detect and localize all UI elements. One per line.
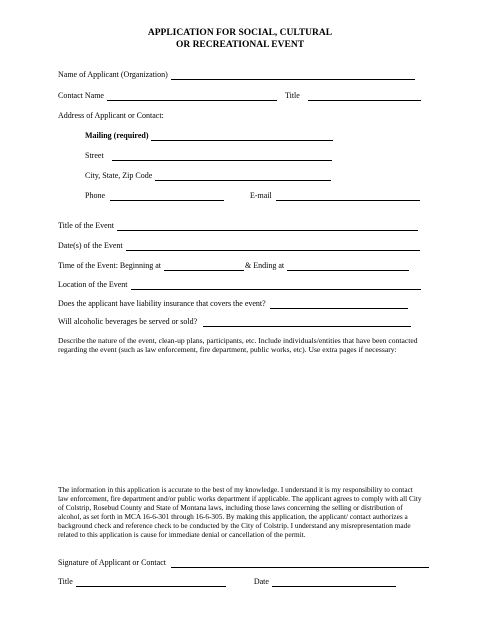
phone-label: Phone: [85, 191, 105, 200]
city-row: [85, 171, 331, 181]
applicant-name-label: Name of Applicant (Organization): [58, 70, 168, 79]
alcohol-label: Will alcoholic beverages be served or sold?: [58, 317, 198, 326]
event-location-row: [58, 280, 421, 290]
event-location-label: Location of the Event: [58, 280, 128, 289]
contact-title-label: Title: [284, 91, 300, 100]
contact-name-label: Contact Name: [58, 91, 104, 100]
applicant-name-row: [58, 70, 415, 80]
sign-title-field[interactable]: [76, 577, 226, 587]
email-label: E-mail: [250, 191, 272, 200]
sign-date-field[interactable]: [272, 577, 396, 587]
event-location-field[interactable]: [131, 280, 421, 290]
signature-row: [58, 558, 429, 568]
street-field[interactable]: [112, 151, 332, 161]
mailing-row: [85, 131, 333, 141]
event-description-area[interactable]: [58, 368, 424, 478]
phone-field[interactable]: [110, 191, 224, 201]
signature-label: Signature of Applicant or Contact: [58, 558, 166, 567]
event-title-field[interactable]: [117, 221, 418, 231]
certification-statement: The information in this application is accurate to the best of my knowledge. I understand it is my responsibility to contact law enforcement, fire department and/or public works department if applicable. The applicant agrees to comply with all City of Colstrip, Rosebud County and State of Montana laws, including those laws concerning the selling or distribution of alcohol, as set forth in MCA 16-6-301 through 16-6-305. By making this application, the applicant/ contact authorizes a background check and reference check to be conducted by the City of Colstrip. I understand any misrepresentation made related to this application is cause for immediate denial or cancellation of the permit.: [58, 485, 422, 539]
mailing-field[interactable]: [151, 131, 333, 141]
ending-label: & Ending at: [245, 261, 285, 270]
alcohol-row: [58, 317, 411, 327]
event-dates-label: Date(s) of the Event: [58, 241, 123, 250]
signature-field[interactable]: [171, 558, 429, 568]
phone-email-row: [85, 191, 420, 201]
contact-name-field[interactable]: [107, 91, 277, 101]
address-heading-row: [58, 111, 164, 121]
applicant-name-field[interactable]: [171, 70, 415, 80]
city-state-zip-label: City, State, Zip Code: [85, 171, 153, 180]
insurance-field[interactable]: [270, 299, 408, 309]
event-title-row: [58, 221, 418, 231]
begin-time-field[interactable]: [164, 261, 244, 271]
end-time-field[interactable]: [287, 261, 409, 271]
alcohol-field[interactable]: [203, 317, 411, 327]
street-label: Street: [85, 151, 104, 160]
event-description-instructions: Describe the nature of the event, clean-up plans, participants, etc. Include individuals/entities that have been contacted regarding the event (such as law enforcement, fire department, public works, etc). Use extra pages if necessary:: [58, 336, 418, 355]
address-label: Address of Applicant or Contact:: [58, 111, 164, 120]
email-field[interactable]: [276, 191, 420, 201]
event-time-label: Time of the Event: Beginning at: [58, 261, 162, 270]
sign-date-label: Date: [253, 577, 269, 586]
mailing-label: Mailing (required): [85, 131, 149, 140]
form-title-line-2: OR RECREATIONAL EVENT: [175, 40, 305, 50]
sign-title-label: Title: [58, 577, 73, 586]
event-dates-field[interactable]: [126, 241, 420, 251]
event-time-row: [58, 261, 409, 271]
street-row: [85, 151, 332, 161]
contact-title-field[interactable]: [308, 91, 421, 101]
insurance-label: Does the applicant have liability insurance that covers the event?: [58, 299, 266, 308]
contact-row: [58, 91, 421, 101]
insurance-row: [58, 299, 408, 309]
event-dates-row: [58, 241, 420, 251]
event-title-label: Title of the Event: [58, 221, 114, 230]
city-state-zip-field[interactable]: [155, 171, 331, 181]
sign-title-date-row: [58, 577, 396, 587]
form-title-line-1: APPLICATION FOR SOCIAL, CULTURAL: [147, 28, 333, 38]
